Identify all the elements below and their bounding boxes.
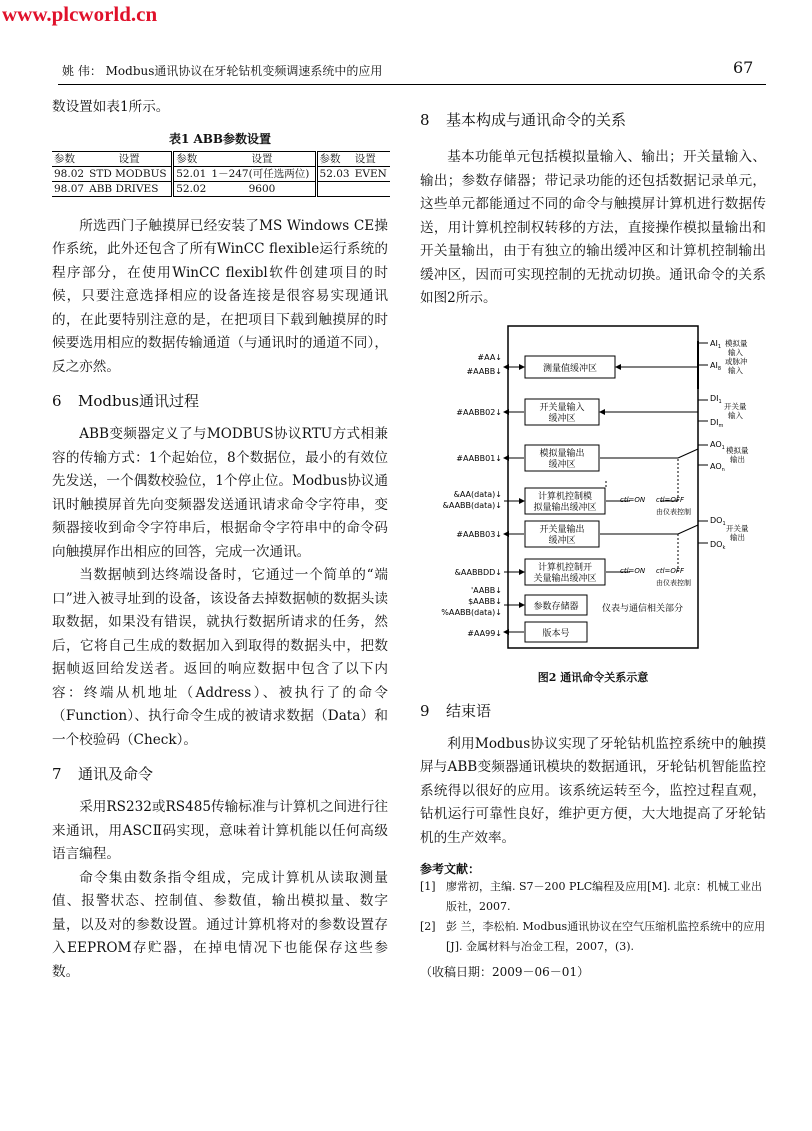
- box-label: 缓冲区: [548, 413, 576, 424]
- table-header-cell: 参数: [52, 151, 87, 166]
- cmd-label: #AABB03↓: [456, 529, 502, 539]
- cmd-label: #AA↓: [477, 352, 502, 362]
- reference-text: 彭 兰，李松柏. Modbus通讯协议在空气压缩机监控系统中的应用[J]. 金属材料与冶金工程，2007，(3).: [446, 920, 766, 953]
- table-cell: 98.02: [52, 166, 87, 181]
- by-instrument-label: 由仪表控制: [656, 578, 691, 587]
- right-column: [420, 108, 766, 980]
- references-title: 参考文献：: [420, 862, 481, 876]
- io-label: $DO_1$: [710, 515, 726, 527]
- io-label: 开关量: [724, 401, 747, 411]
- section-number: 7: [52, 765, 62, 783]
- instrument-comm-label: 仪表与通信相关部分: [602, 603, 684, 614]
- ctl-off-label: ctl=OFF: [656, 495, 684, 504]
- paragraph-wincc: 所选西门子触摸屏已经安装了MS Windows CE操作系统，此外还包含了所有WinCC flexible运行系统的程序部分，在使用WinCC flexibl软件创建项目的时候，只要注意选择相应的设备连接是很容易实现通讯的，在此要特别注意的是，在把项目下载到触摸屏的时候要选用相应的数据传输通道（与通讯时的通道不同），反之亦然。: [52, 217, 388, 375]
- watermark: www.plcworld.cn: [2, 2, 158, 26]
- cmd-label: %AABB(data)↓: [441, 607, 502, 617]
- paragraph-command-set: 命令集由数条指令组成，完成计算机从读取测量值、报警状态、控制值、参数值，输出模拟量、数字量，以及对的参数设置。通过计算机将对的参数设置存入EEPROM存贮器，在掉电情况下也能保存这些参数。: [52, 869, 388, 980]
- table-header-cell: 设置: [87, 151, 173, 166]
- io-label: 开关量: [726, 523, 749, 533]
- box-label: 拟量输出缓冲区: [533, 502, 597, 513]
- box-label: 计算机控制开: [537, 562, 593, 573]
- figure-caption: 图2 通讯命令关系示意: [537, 670, 649, 684]
- box-label: 缓冲区: [548, 459, 576, 470]
- box-label: 模拟量输出: [539, 448, 585, 459]
- table-header-cell: 设置: [353, 151, 390, 166]
- paragraph-conclusion: 利用Modbus协议实现了牙轮钻机监控系统中的触摸屏与ABB变频器通讯模块的数据通讯，牙轮钻机智能监控系统得以很好的应用。该系统运转至今，监控过程直观，钻机运行可靠性良好，维护更方便，大大地提高了牙轮钻机的生产效率。: [420, 735, 766, 846]
- box-label: 关量输出缓冲区: [533, 573, 597, 584]
- table-header-cell: 参数: [173, 151, 210, 166]
- io-label: $AI_8$: [710, 360, 722, 372]
- cmd-label: 'AABB↓: [470, 585, 502, 595]
- box-label: 测量值缓冲区: [542, 363, 598, 374]
- table-header-cell: 参数: [316, 151, 353, 166]
- command-relation-diagram: [420, 321, 766, 661]
- table-cell: 98.07: [52, 181, 87, 196]
- table-cell: 52.03: [316, 166, 353, 181]
- section-number: 9: [420, 701, 430, 720]
- cmd-label: #AABB01↓: [456, 453, 502, 463]
- table-header-row: [52, 151, 390, 166]
- do-switch: [678, 525, 698, 534]
- table-cell: 52.02: [173, 181, 210, 196]
- box-label: 参数存储器: [533, 601, 579, 612]
- table-row: [52, 166, 390, 181]
- table-cell: ABB DRIVES: [87, 181, 173, 196]
- table-row: [52, 181, 390, 196]
- table-cell: STD MODBUS: [87, 166, 173, 181]
- io-label: $AO_n$: [710, 461, 725, 473]
- io-label: 输入: [728, 347, 743, 357]
- paragraph-intro: 数设置如表1所示。: [52, 99, 170, 115]
- section-number: 8: [420, 111, 430, 129]
- box-label: 版本号: [542, 628, 570, 639]
- ao-switch: [678, 449, 698, 458]
- box-label: 开关量输出: [539, 524, 585, 535]
- ctl-off-label: ctl=OFF: [656, 566, 684, 575]
- cmd-label: &AABBDD↓: [454, 567, 502, 577]
- table-cell: [316, 181, 353, 196]
- by-instrument-label: 由仪表控制: [656, 507, 691, 516]
- running-header: 姚 伟： Modbus通讯协议在牙轮钻机变频调速系统中的应用: [62, 64, 383, 78]
- table-cell: 52.01: [173, 166, 210, 181]
- cmd-label: #AABB02↓: [456, 407, 502, 417]
- section-title: 结束语: [446, 701, 492, 720]
- section-heading-8: [420, 108, 766, 132]
- table-cell: EVEN: [353, 166, 390, 181]
- box-label: 缓冲区: [548, 535, 576, 546]
- io-label: 模拟量: [725, 338, 748, 348]
- section-number: 6: [52, 392, 62, 410]
- box-label: 开关量输入: [539, 402, 585, 413]
- io-label: $DI_1$: [710, 393, 722, 405]
- box-label: 计算机控制模: [537, 491, 593, 502]
- io-label: 输入: [728, 410, 743, 420]
- section-heading-6: [52, 389, 388, 413]
- section-heading-7: [52, 762, 388, 786]
- section-heading-9: [420, 699, 766, 723]
- paragraph-basic-units: 基本功能单元包括模拟量输入、输出；开关量输入、输出；参数存储器；带记录功能的还包括数据记录单元，这些单元都能通过不同的命令与触摸屏计算机进行数据传送，用计算机控制权转移的方法，直接操作模拟量输出和开关量输出，由于有独立的输出缓冲区和计算机控制输出缓冲区，因而可实现控制的无扰动切换。通讯命令的关系如图2所示。: [420, 149, 766, 306]
- table-caption: 表1 ABB参数设置: [168, 131, 272, 146]
- io-label: 输出: [730, 454, 745, 464]
- section-title: 基本构成与通讯命令的关系: [446, 111, 627, 129]
- page-number: 67: [733, 58, 754, 77]
- io-label: 输入: [728, 365, 743, 375]
- io-label: 输出: [730, 532, 745, 542]
- io-label: $AI_1$: [710, 338, 722, 350]
- section-title: Modbus通讯过程: [78, 392, 199, 410]
- paragraph-abb-transmission: ABB变频器定义了与MODBUS协议RTU方式相兼容的传输方式：1个起始位，8个数据位，最小的有效位先发送，一个偶数校验位，1个停止位。Modbus协议通讯时触摸屏首先向变频器发送通讯请求命令字符串，变频器接收到命令字符串后，根据命令字符串中的命令码向触摸屏作出相应的回答，完成一次通讯。: [52, 426, 388, 560]
- reference-text: 廖常初，主编. S7－200 PLC编程及应用[M]. 北京：机械工业出版社，2007.: [446, 880, 762, 913]
- io-label: $DO_k$: [710, 539, 726, 551]
- io-label: $AO_1$: [710, 439, 725, 451]
- paragraph-data-frame: 当数据帧到达终端设备时，它通过一个简单的“端口”进入被寻址到的设备，该设备去掉数据帧的数据头读取数据，如果没有错误，就执行数据所请求的任务，然后，它将自己生成的数据加入到取得的数据头中，把数据帧返回给发送者。返回的响应数据中包含了以下内容：终端从机地址（Address）、被执行了的命令（Function）、执行命令生成的被请求数据（Data）和一个校验码（Check）。: [52, 567, 388, 748]
- paragraph-rs232: 采用RS232或RS485传输标准与计算机之间进行往来通讯，用ASCⅡ码实现，意味着计算机能以任何高级语言编程。: [52, 799, 388, 862]
- left-column: [52, 96, 388, 984]
- reference-item: [420, 877, 766, 917]
- cmd-label: #AA99↓: [467, 628, 502, 638]
- table-header-cell: 设置: [209, 151, 316, 166]
- io-label: $DI_m$: [710, 417, 724, 429]
- table-cell: [353, 181, 390, 196]
- section-title: 通讯及命令: [78, 765, 154, 783]
- table-cell: 1－247(可任选两位): [209, 166, 316, 181]
- ctl-on-label: ctl=ON: [620, 495, 646, 504]
- received-date: （收稿日期：2009－06－01）: [420, 965, 590, 979]
- header-rule: [58, 84, 766, 85]
- abb-parameter-table: [52, 151, 390, 197]
- cmd-label: &AA(data)↓: [453, 489, 502, 499]
- reference-key: [2]: [420, 920, 436, 933]
- io-label: 模拟量: [726, 445, 749, 455]
- ctl-on-label: ctl=ON: [620, 566, 646, 575]
- table-cell: 9600: [209, 181, 316, 196]
- io-label: 或脉冲: [725, 356, 748, 366]
- cmd-label: #AABB↓: [466, 366, 502, 376]
- reference-item: [420, 917, 766, 957]
- reference-key: [1]: [420, 880, 436, 893]
- cmd-label: &AABB(data)↓: [442, 500, 502, 510]
- cmd-label: $AABB↓: [468, 596, 502, 606]
